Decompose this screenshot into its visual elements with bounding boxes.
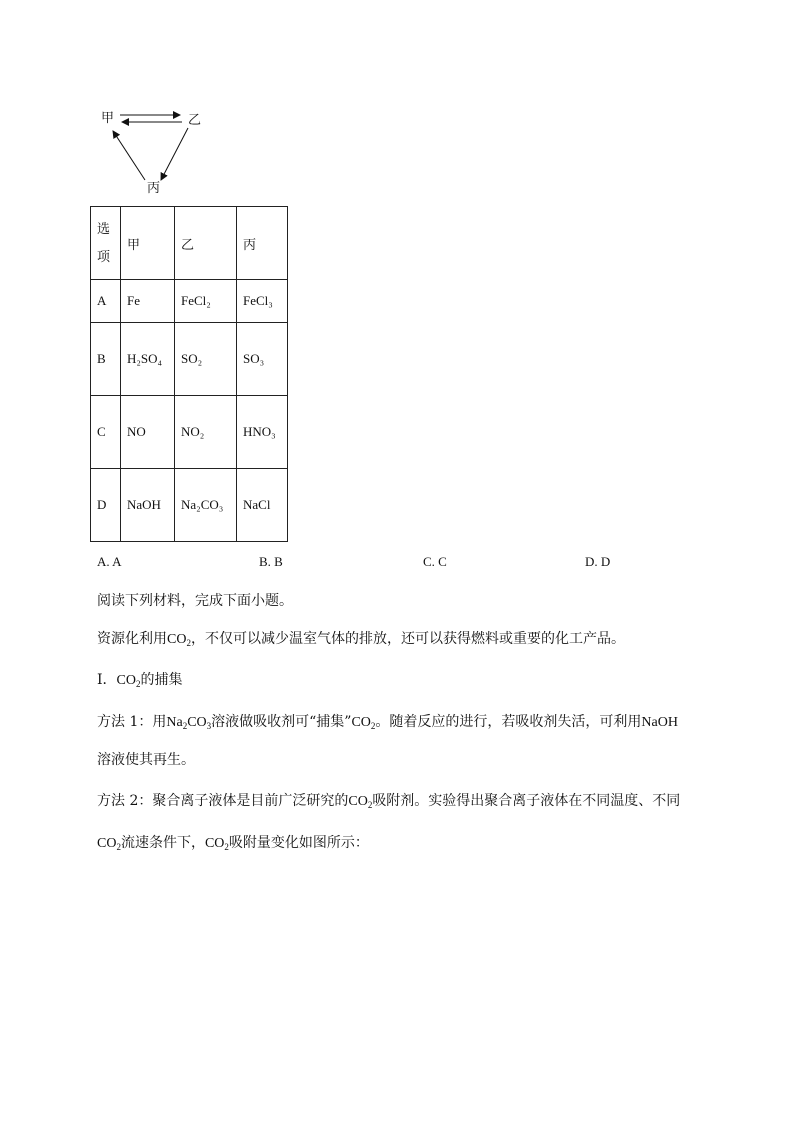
method-2-line-2: $CO_2$流速条件下，$CO_2$吸附量变化如图所示： bbox=[97, 835, 369, 852]
cell-yi: NO₂ bbox=[175, 396, 237, 469]
header-jia: 甲 bbox=[121, 207, 175, 280]
table-row bbox=[91, 469, 288, 542]
option-label: C bbox=[91, 396, 121, 469]
cell-jia: NaOH bbox=[121, 469, 175, 542]
cell-yi: SO₂ bbox=[175, 323, 237, 396]
header-yi: 乙 bbox=[175, 207, 237, 280]
choice-a[interactable]: A. A bbox=[97, 554, 122, 569]
material-intro: 资源化利用$CO_2$，不仅可以减少温室气体的排放，还可以获得燃料或重要的化工产品。 bbox=[97, 631, 625, 648]
options-table bbox=[90, 206, 288, 542]
option-label: D bbox=[91, 469, 121, 542]
cell-bing: HNO₃ bbox=[237, 396, 288, 469]
method-2-line-1: 方法 2：聚合离子液体是目前广泛研究的$CO_2$吸附剂。实验得出聚合离子液体在不同温度、不同 bbox=[97, 793, 681, 810]
node-yi: 乙 bbox=[188, 113, 202, 128]
choice-c[interactable]: C. C bbox=[423, 554, 447, 569]
cell-jia: NO bbox=[121, 396, 175, 469]
cell-yi: Na₂CO₃ bbox=[175, 469, 237, 542]
arrow-c-to-a bbox=[113, 131, 145, 180]
node-jia: 甲 bbox=[101, 111, 115, 126]
choice-d[interactable]: D. D bbox=[585, 554, 611, 569]
cell-bing: NaCl bbox=[237, 469, 288, 542]
table-row bbox=[91, 323, 288, 396]
table-row bbox=[91, 280, 288, 323]
option-label: A bbox=[91, 280, 121, 323]
cell-bing: SO₃ bbox=[237, 323, 288, 396]
option-label: B bbox=[91, 323, 121, 396]
arrow-b-to-c bbox=[161, 128, 188, 180]
table-header-row bbox=[91, 207, 288, 280]
method-1-line-2: 溶液使其再生。 bbox=[97, 752, 195, 768]
cell-bing: FeCl₃ bbox=[237, 280, 288, 323]
instruction-line: 阅读下列材料，完成下面小题。 bbox=[97, 593, 293, 609]
cell-jia: Fe bbox=[121, 280, 175, 323]
cell-yi: FeCl₂ bbox=[175, 280, 237, 323]
table-row bbox=[91, 396, 288, 469]
choice-b[interactable]: B. B bbox=[259, 554, 283, 569]
section-heading: Ⅰ．$CO_2$的捕集 bbox=[97, 672, 183, 689]
method-1-line-1: 方法 1：用$Na_2CO_3$溶液做吸收剂可“捕集$”CO_2$。随着反应的进行，若吸收剂失活，可利用NaOH bbox=[97, 714, 678, 731]
cell-jia: H₂SO₄ bbox=[121, 323, 175, 396]
reaction-diagram bbox=[96, 108, 216, 200]
node-bing: 丙 bbox=[147, 181, 161, 196]
answer-choices bbox=[97, 554, 697, 572]
header-bing: 丙 bbox=[237, 207, 288, 280]
header-option: 选项 bbox=[91, 207, 121, 280]
